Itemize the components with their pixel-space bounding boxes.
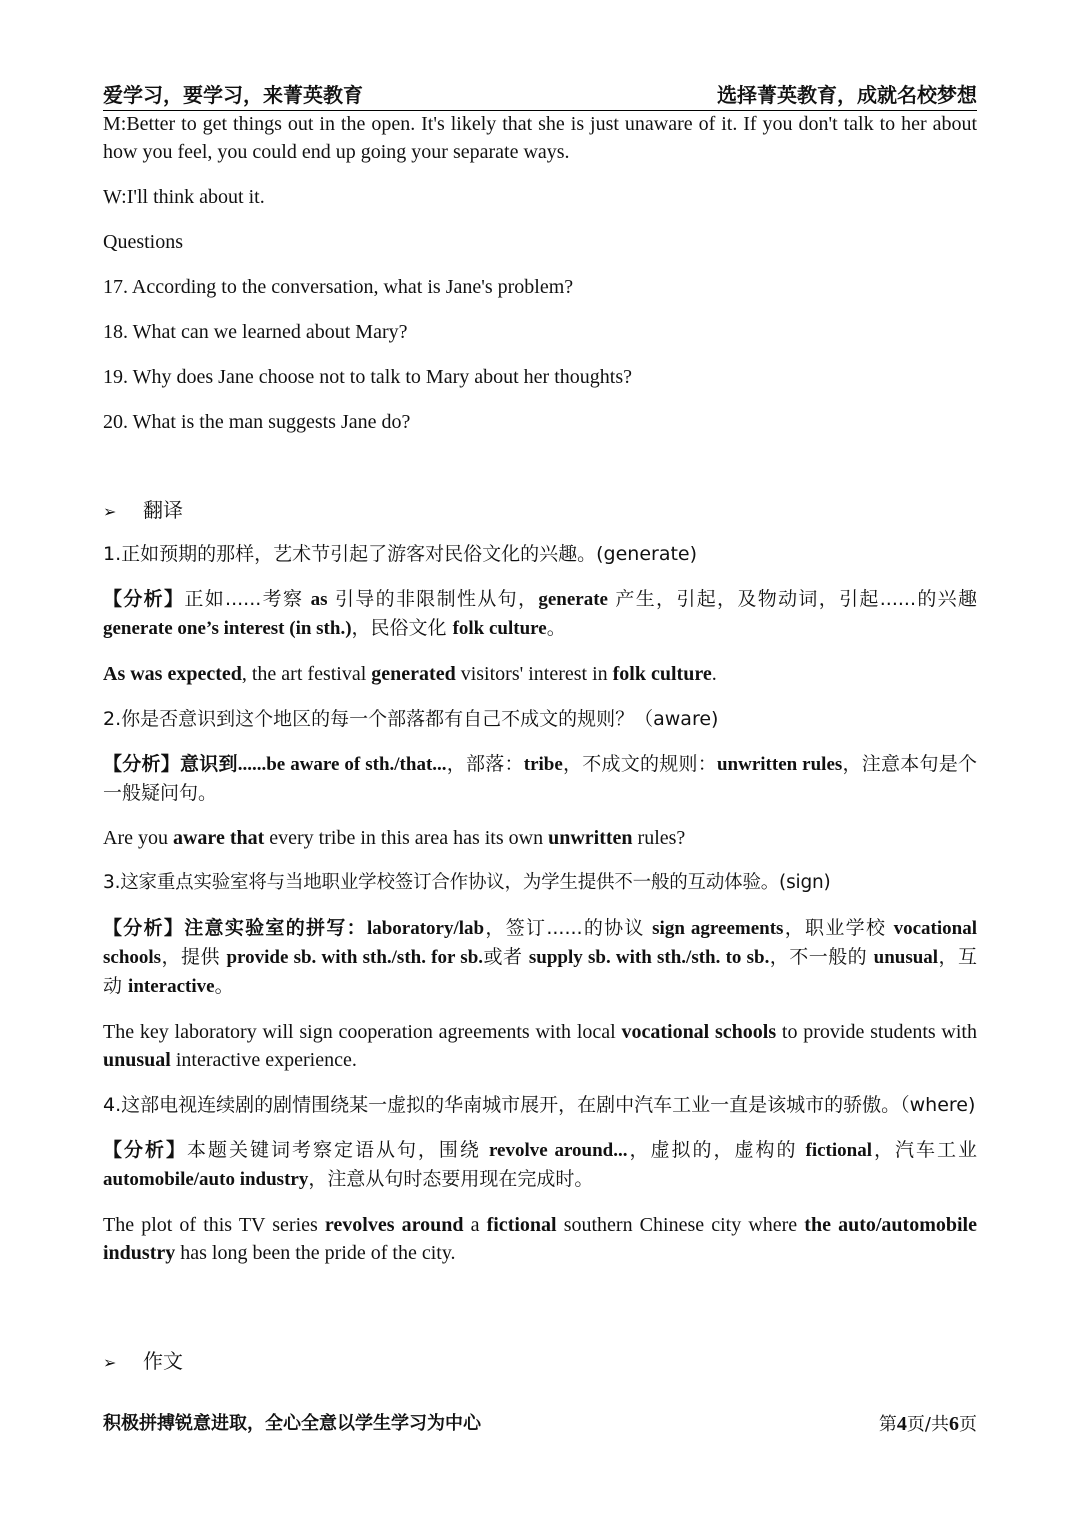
answer-keyword: As was expected (103, 663, 242, 685)
dialogue-w-line: W:I'll think about it. (103, 186, 265, 208)
arrow-bullet-icon: ➢ (103, 1353, 117, 1372)
analysis-label: 【分析】 (103, 1139, 187, 1161)
translation-content (103, 540, 977, 1267)
answer-text: Are you (103, 827, 173, 849)
translation-answer-2 (103, 824, 977, 852)
analysis-keyword: ......be aware of sth./that... (237, 754, 447, 775)
analysis-keyword: vocational schools (103, 918, 977, 968)
answer-text: . (711, 663, 717, 685)
answer-text: The key laboratory will sign cooperation agreements with local (103, 1021, 622, 1043)
analysis-text: 产生，引起，及物动词，引起......的兴趣 (607, 588, 978, 610)
composition-heading-text: 作文 (143, 1349, 183, 1373)
translation-prompt-3: 3.这家重点实验室将与当地职业学校签订合作协议，为学生提供不一般的互动体验。(sign) (103, 872, 831, 893)
analysis-keyword: as (310, 589, 328, 610)
analysis-keyword: supply sb. with sth./sth. to sb. (528, 947, 770, 968)
composition-heading (103, 1347, 183, 1377)
analysis-keyword: interactive (128, 976, 215, 997)
question-20: 20. What is the man suggests Jane do? (103, 411, 411, 433)
questions-label: Questions (103, 231, 183, 253)
analysis-label: 【分析】 (103, 917, 185, 939)
header-right-slogan: 选择菁英教育，成就名校梦想 (717, 83, 977, 107)
analysis-text: 。 (214, 975, 234, 997)
page-footer (103, 1410, 977, 1438)
page-number-mid: 页/共 (906, 1414, 949, 1435)
analysis-text: 正如......考察 (184, 588, 311, 610)
translation-analysis-1 (103, 585, 977, 643)
page-content (103, 110, 977, 436)
answer-text: every tribe in this area has its own (264, 827, 549, 849)
translation-prompt-4: 4.这部电视连续剧的剧情围绕某一虚拟的华南城市展开，在剧中汽车工业一直是该城市的骄傲。（where) (103, 1094, 976, 1116)
translation-heading (103, 496, 183, 526)
answer-keyword: aware that (172, 827, 265, 849)
answer-keyword: unwritten (548, 827, 633, 849)
analysis-keyword: sign agreements (652, 918, 784, 939)
answer-keyword: revolves around (324, 1214, 464, 1236)
page-number-prefix: 第 (878, 1414, 897, 1435)
analysis-text: ，民俗文化 (351, 617, 453, 639)
analysis-text: 意识到 (179, 753, 238, 775)
answer-text: a (463, 1214, 487, 1236)
analysis-text: ，部落： (446, 753, 524, 775)
analysis-text: ，不成文的规则： (562, 753, 717, 775)
analysis-text: ，提供 (161, 946, 227, 968)
analysis-text: 注意实验室的拼写： (184, 917, 367, 939)
translation-answer-4 (103, 1211, 977, 1267)
answer-keyword: vocational schools (621, 1021, 777, 1043)
answer-text: has long been the pride of the city. (175, 1242, 456, 1264)
analysis-keyword: folk culture (452, 618, 547, 639)
footer-slogan: 积极拼搏锐意进取，全心全意以学生学习为中心 (103, 1413, 481, 1434)
question-18: 18. What can we learned about Mary? (103, 321, 408, 343)
analysis-keyword: unwritten rules (716, 754, 843, 775)
answer-text: The plot of this TV series (103, 1214, 325, 1236)
header-left-slogan: 爱学习，要学习，来菁英教育 (103, 83, 363, 107)
question-19: 19. Why does Jane choose not to talk to Mary about her thoughts? (103, 366, 632, 388)
answer-text: interactive experience. (170, 1049, 357, 1071)
analysis-text: 。 (546, 617, 566, 639)
answer-text: to provide students with (776, 1021, 977, 1043)
arrow-bullet-icon: ➢ (103, 502, 117, 521)
analysis-keyword: provide sb. with sth./sth. for sb. (226, 947, 484, 968)
analysis-text: ，签订......的协议 (484, 917, 653, 939)
analysis-keyword: automobile/auto industry (103, 1169, 309, 1190)
analysis-keyword: laboratory/lab (366, 918, 485, 939)
answer-keyword: the auto/automobile industry (103, 1214, 977, 1264)
analysis-text: ，虚拟的，虚构的 (627, 1139, 806, 1161)
answer-text: rules? (632, 827, 686, 849)
analysis-keyword: revolve around... (488, 1140, 628, 1161)
analysis-keyword: unusual (873, 947, 939, 968)
analysis-keyword: generate (538, 589, 608, 610)
answer-keyword: folk culture (612, 663, 712, 685)
answer-keyword: unusual (103, 1049, 171, 1071)
analysis-text: ，职业学校 (783, 917, 894, 939)
answer-text: southern Chinese city where (556, 1214, 805, 1236)
translation-prompt-1: 1.正如预期的那样，艺术节引起了游客对民俗文化的兴趣。(generate) (103, 543, 698, 565)
analysis-text: ，注意从句时态要用现在完成时。 (308, 1168, 594, 1190)
translation-answer-3 (103, 1018, 977, 1074)
page-header (103, 80, 977, 111)
page-number (879, 1410, 977, 1439)
answer-keyword: generated (371, 663, 456, 685)
analysis-keyword: fictional (805, 1140, 872, 1161)
analysis-keyword: tribe (523, 754, 563, 775)
analysis-text: 引导的非限制性从句， (327, 588, 539, 610)
page-current: 4 (896, 1413, 907, 1435)
translation-heading-text: 翻译 (143, 498, 183, 522)
dialogue-m-line: M:Better to get things out in the open. It's likely that she is just unaware of it. If you don't talk to her about how you feel, you could end up going your separate ways. (103, 113, 977, 163)
analysis-text: ，不一般的 (769, 946, 874, 968)
answer-text: visitors' interest in (455, 663, 613, 685)
answer-text: , the art festival (241, 663, 372, 685)
analysis-keyword: generate one’s interest (in sth.) (103, 618, 352, 639)
page-number-suffix: 页 (959, 1414, 977, 1435)
analysis-label: 【分析】 (103, 753, 180, 775)
translation-analysis-4 (103, 1136, 977, 1194)
analysis-text: 或者 (483, 946, 529, 968)
analysis-text: 本题关键词考察定语从句，围绕 (186, 1139, 489, 1161)
translation-analysis-3 (103, 914, 977, 1001)
translation-answer-1 (103, 660, 977, 688)
question-17: 17. According to the conversation, what is Jane's problem? (103, 276, 574, 298)
analysis-label: 【分析】 (103, 588, 185, 610)
translation-analysis-2 (103, 750, 977, 807)
answer-keyword: fictional (486, 1214, 557, 1236)
page-total: 6 (949, 1413, 959, 1435)
analysis-text: ，汽车工业 (872, 1139, 977, 1161)
analysis-text: ，互动 (103, 946, 978, 997)
analysis-text: ，注意本句是个一般疑问句。 (103, 753, 977, 804)
translation-prompt-2: 2.你是否意识到这个地区的每一个部落都有自己不成文的规则？（aware) (103, 708, 719, 730)
